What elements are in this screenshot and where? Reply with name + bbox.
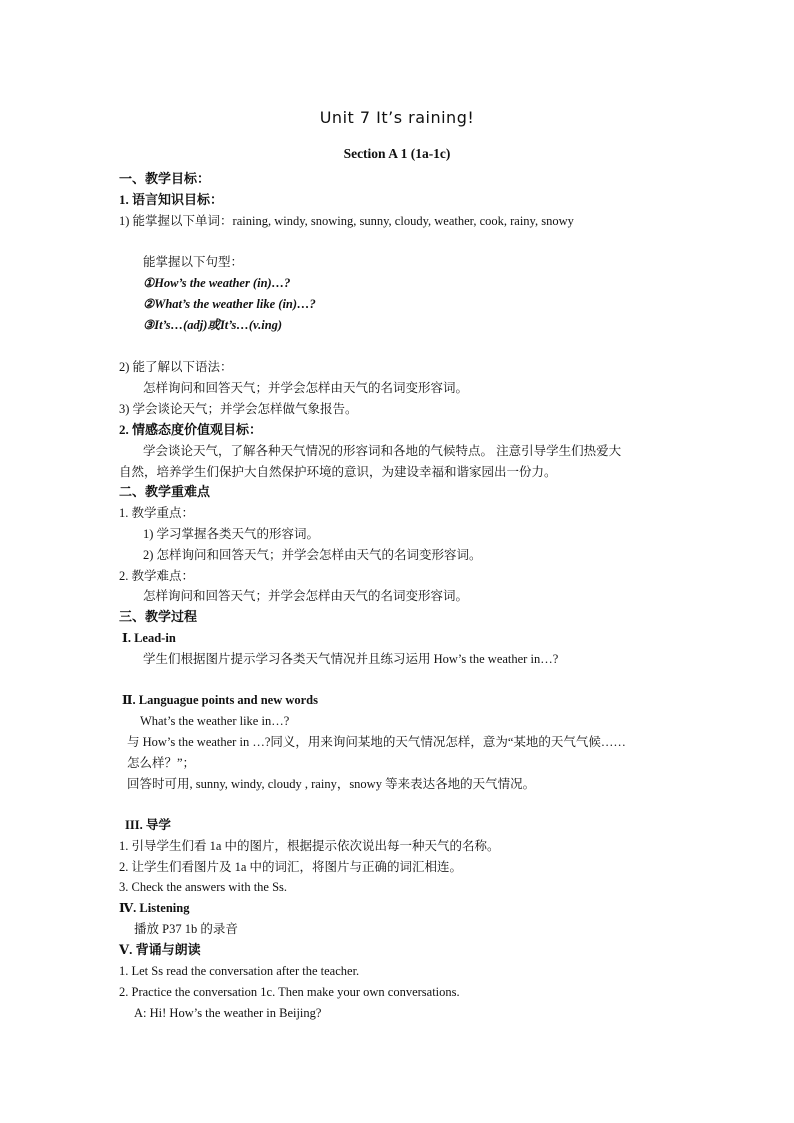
recite-item-2: 2. Practice the conversation 1c. Then make your own conversations. <box>119 985 460 999</box>
listening-content: 播放 P37 1b 的录音 <box>134 922 238 936</box>
language-point-question: What’s the weather like in…? <box>140 714 290 728</box>
difficult-points-label: 2. 教学难点： <box>119 569 195 583</box>
emotional-goals-line-2: 自然，培养学生们保护大自然保护环境的意识，为建设幸福和谐家园出一份力。 <box>119 465 557 479</box>
heading-teaching-process: 三、教学过程 <box>119 609 198 624</box>
lead-in-content: 学生们根据图片提示学习各类天气情况并且练习运用 How’s the weather in…? <box>143 652 559 666</box>
step-recite-read: Ⅴ. 背诵与朗读 <box>119 942 201 957</box>
sentence-pattern-2: ②What’s the weather like (in)…? <box>143 297 316 311</box>
conversation-line-a: A: Hi! How’s the weather in Beijing? <box>134 1006 322 1020</box>
subheading-emotional-goals: 2. 情感态度价值观目标： <box>119 422 263 437</box>
guided-item-3: 3. Check the answers with the Ss. <box>119 880 288 894</box>
sentence-pattern-1: ①How’s the weather (in)…? <box>143 276 291 290</box>
step-listening: Ⅳ. Listening <box>119 901 190 915</box>
recite-item-1: 1. Let Ss read the conversation after the teacher. <box>119 964 360 978</box>
difficult-point-content: 怎样询问和回答天气；并学会怎样由天气的名词变形容词。 <box>143 589 469 603</box>
grammar-label: 2) 能了解以下语法： <box>119 360 233 374</box>
language-point-answer: 回答时可用, sunny, windy, cloudy , rainy，snowy 等来表达各地的天气情况。 <box>127 777 536 791</box>
language-point-explanation-2: 怎么样？”； <box>127 756 196 770</box>
key-point-1: 1) 学习掌握各类天气的形容词。 <box>143 527 320 541</box>
language-point-explanation-1: 与 How’s the weather in …?同义，用来询问某地的天气情况怎样，意为“某地的天气气候…… <box>127 735 626 749</box>
sentence-patterns-label: 能掌握以下句型： <box>143 255 244 269</box>
heading-teaching-objectives: 一、教学目标： <box>119 171 211 186</box>
grammar-content: 怎样询问和回答天气；并学会怎样由天气的名词变形容词。 <box>143 381 469 395</box>
key-points-label: 1. 教学重点： <box>119 506 195 520</box>
section-subtitle: Section A 1 (1a-1c) <box>343 146 451 161</box>
step-language-points: Ⅱ. Languague points and new words <box>122 693 319 707</box>
guided-item-2: 2. 让学生们看图片及 1a 中的词汇，将图片与正确的词汇相连。 <box>119 860 463 874</box>
subheading-language-knowledge: 1. 语言知识目标： <box>119 192 224 207</box>
document-title: Unit 7 It’s raining! <box>319 108 475 127</box>
vocabulary-line: 1) 能掌握以下单词：raining, windy, snowing, sunny, cloudy, weather, cook, rainy, snowy <box>119 214 574 228</box>
emotional-goals-line-1: 学会谈论天气，了解各种天气情况的形容词和各地的气候特点。 注意引导学生们热爱大 <box>143 444 622 458</box>
heading-key-points: 二、教学重难点 <box>119 484 211 499</box>
sentence-pattern-3: ③It’s…(adj)或It’s…(v.ing) <box>143 318 283 332</box>
step-lead-in: Ⅰ. Lead-in <box>122 631 176 645</box>
step-guided-learning: III. 导学 <box>125 818 171 832</box>
weather-report-line: 3) 学会谈论天气；并学会怎样做气象报告。 <box>119 402 358 416</box>
guided-item-1: 1. 引导学生们看 1a 中的图片，根据提示依次说出每一种天气的名称。 <box>119 839 500 853</box>
key-point-2: 2) 怎样询问和回答天气；并学会怎样由天气的名词变形容词。 <box>143 548 482 562</box>
